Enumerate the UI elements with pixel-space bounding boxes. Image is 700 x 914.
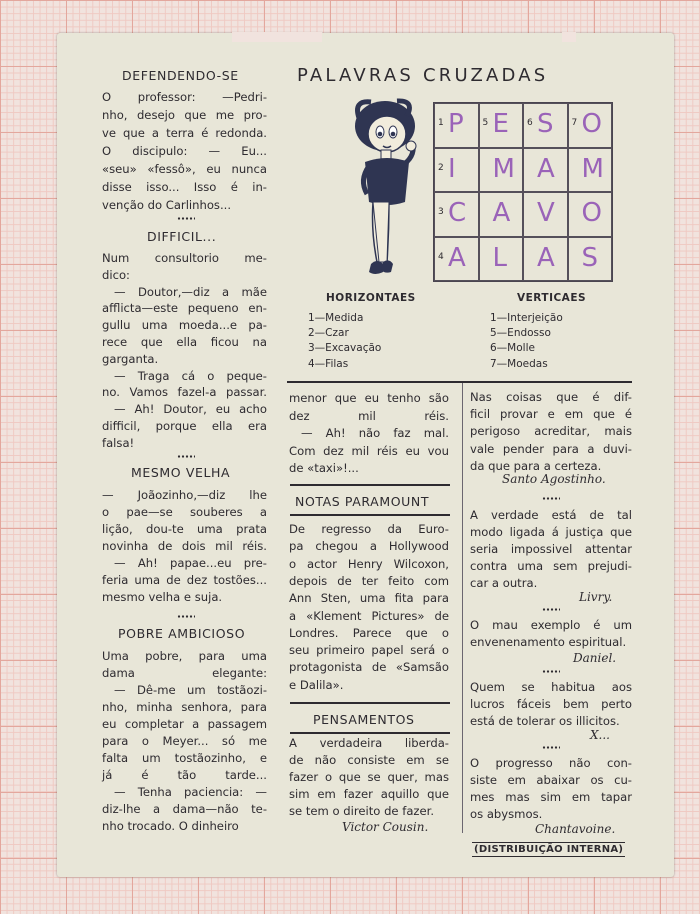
text-line: perigoso acreditar, mais — [470, 424, 632, 439]
text-line: — Ah! papae...eu pre- — [114, 556, 267, 570]
text-line: o actor Henry Wilcoxon, — [289, 556, 449, 571]
cell-answer: A — [537, 153, 555, 184]
cell-answer: S — [537, 109, 554, 139]
text-line: eu completar a passagem — [102, 717, 267, 731]
crossword-cell[interactable] — [479, 103, 524, 148]
text-line: pa chegou a Hollywood — [289, 539, 449, 554]
heading-mesmo-velha: MESMO VELHA — [131, 465, 231, 480]
text-line: difficil, porque ella era — [102, 419, 267, 433]
section-divider — [290, 702, 450, 704]
text-line: De regresso da Euro- — [289, 522, 449, 536]
crossword-cell[interactable] — [479, 148, 524, 193]
distribution-footer: (DISTRIBUIÇÃO INTERNA) — [474, 844, 624, 855]
text-line: envenenamento espiritual. — [470, 635, 627, 649]
cell-answer: M — [492, 153, 515, 184]
clue-vertical: 1—Interjeição — [490, 312, 563, 324]
heading-notas-paramount: NOTAS PARAMOUNT — [295, 494, 430, 509]
text-line: dez mil réis. — [289, 408, 449, 423]
text-line: mesmo velha e suja. — [102, 590, 223, 604]
text-line: A verdadeira liberda- — [289, 736, 449, 750]
text-line: O discipulo: — Eu... — [102, 144, 267, 158]
crossword-cell[interactable] — [434, 103, 479, 148]
dots-separator — [177, 455, 195, 458]
crossword-cell[interactable] — [523, 192, 568, 237]
crossword-cell[interactable] — [568, 192, 613, 237]
cell-answer: P — [448, 109, 464, 139]
text-line: Ann Sten, uma fita para — [289, 591, 449, 606]
clue-vertical: 6—Molle — [490, 342, 535, 354]
text-line: O mau exemplo é um — [470, 618, 632, 632]
crossword-cell[interactable] — [523, 103, 568, 148]
text-line: seria impossivel attentar — [470, 542, 632, 556]
text-line: contra uma sem prejudi- — [470, 559, 632, 573]
clue-vertical: 7—Moedas — [490, 358, 548, 370]
cartoon-girl-icon — [345, 96, 430, 291]
text-line: lucros fáceis bem perto — [470, 697, 632, 711]
clue-horizontal: 1—Medida — [308, 312, 364, 324]
text-line: protagonista de «Samsão — [289, 660, 449, 675]
clue-horizontal: 4—Filas — [308, 358, 349, 370]
dots-separator — [542, 497, 560, 500]
verticals-heading: VERTICAES — [517, 292, 587, 304]
clue-horizontal: 2—Czar — [308, 327, 349, 339]
signature: Santo Agostinho. — [502, 472, 606, 486]
dots-separator — [542, 746, 560, 749]
crossword-cell[interactable] — [434, 192, 479, 237]
signature: Victor Cousin. — [342, 820, 429, 834]
text-line: lição, dou-te uma prata — [102, 522, 267, 536]
cell-number: 5 — [482, 118, 489, 128]
cell-answer: O — [581, 109, 602, 139]
text-line: afflicta—este pequeno en- — [102, 301, 267, 316]
text-line: Quem se habitua aos — [470, 680, 632, 694]
cell-number: 3 — [438, 207, 444, 217]
signature: Chantavoine. — [535, 822, 616, 836]
text-line: Uma pobre, para uma — [102, 649, 267, 663]
text-line: e Dalila». — [289, 677, 344, 692]
crossword-cell[interactable] — [523, 148, 568, 193]
crossword-cell[interactable] — [479, 237, 524, 282]
text-line: siste em abaixar os cu- — [470, 773, 632, 787]
dots-separator — [177, 217, 195, 220]
crossword-cell[interactable] — [568, 237, 613, 282]
dots-separator — [542, 670, 560, 673]
crossword-cell[interactable] — [479, 192, 524, 237]
text-line: já é tão tarde... — [102, 768, 267, 782]
text-line: nho trocado. O dinheiro — [102, 819, 239, 833]
text-line: A verdade está de tal — [470, 508, 632, 522]
text-line: modo ligada á justiça que — [470, 525, 632, 539]
text-line: da que para a certeza. — [470, 458, 602, 473]
text-line: gullu uma moeda...e pa- — [102, 318, 267, 333]
text-line: dico: — [102, 267, 130, 282]
text-line: Nas coisas que é dif- — [470, 390, 632, 404]
column-divider — [462, 383, 463, 833]
text-line: feria uma de dez tostões... — [102, 573, 267, 587]
text-line: — Traga cá o peque- — [114, 368, 267, 383]
text-line: diz-lhe a dama—não te- — [102, 802, 267, 816]
card-tear — [562, 32, 576, 42]
dots-separator — [542, 608, 560, 611]
signature: Livry. — [579, 590, 613, 604]
text-line: Com dez mil réis eu vou — [289, 443, 449, 458]
text-line: os abysmos. — [470, 807, 543, 821]
signature: X... — [590, 728, 610, 742]
cell-answer: E — [492, 109, 509, 139]
text-line: está de tolerar os illicitos. — [470, 714, 620, 728]
text-line: — Dê-me um tostãozi- — [114, 683, 267, 697]
text-line: se tem o direito de fazer. — [289, 804, 435, 818]
text-line: garganta. — [102, 351, 159, 366]
crossword-cell[interactable] — [523, 237, 568, 282]
section-divider — [290, 484, 450, 486]
cell-answer: C — [448, 198, 467, 228]
heading-defendendo: DEFENDENDO-SE — [122, 68, 239, 83]
text-line: venção do Carlinhos... — [102, 198, 232, 212]
cell-number: 2 — [438, 162, 444, 173]
cell-number: 4 — [438, 251, 444, 262]
cell-answer: A — [492, 198, 511, 228]
text-line: nho, minha senhora, para — [102, 700, 267, 714]
cell-number: 7 — [571, 118, 578, 128]
text-line: falsa! — [102, 435, 135, 450]
cell-number: 6 — [527, 118, 533, 128]
text-line: rece que ella ficou na — [102, 335, 267, 349]
crossword-cell[interactable] — [568, 148, 613, 193]
cell-answer: O — [581, 198, 602, 228]
text-line: Num consultorio me- — [102, 251, 267, 265]
text-line: — Doutor,—diz a mãe — [114, 284, 267, 299]
text-line: de não consiste em se — [289, 753, 449, 767]
text-line: — Ah! não faz mal. — [301, 426, 449, 440]
horizontals-heading: HORIZONTAES — [326, 292, 416, 304]
text-line: depois de ter feito com — [289, 573, 449, 588]
crossword-cell[interactable] — [434, 237, 479, 282]
card-tear — [232, 32, 322, 42]
clue-horizontal: 3—Excavação — [308, 342, 382, 354]
text-line: de «taxi»!... — [289, 461, 359, 475]
signature: Daniel. — [573, 651, 617, 665]
text-line: disse isso... Isso é in- — [102, 180, 267, 194]
heading-pensamentos: PENSAMENTOS — [313, 712, 415, 727]
text-line: — Ah! Doutor, eu acho — [114, 402, 267, 417]
cell-answer: L — [492, 242, 507, 273]
text-line: novinha de dois mil réis. — [102, 539, 267, 553]
text-line: O progresso não con- — [470, 756, 632, 770]
page-title: PALAVRAS CRUZADAS — [297, 65, 549, 86]
text-line: — Joãozinho,—diz lhe — [102, 488, 267, 502]
text-line: o pae—se souberes a — [102, 505, 267, 519]
crossword-cell[interactable] — [434, 148, 479, 193]
text-line: — Tenha paciencia: — — [114, 785, 267, 799]
text-line: vale pender para a duvi- — [470, 441, 632, 456]
text-line: ficil provar e em que é — [470, 407, 632, 422]
text-line: ve que a terra é redonda. — [102, 126, 267, 140]
heading-pobre-ambicioso: POBRE AMBICIOSO — [118, 626, 246, 641]
crossword-cell[interactable] — [568, 103, 613, 148]
text-line: nho, desejo que me pro- — [102, 108, 267, 122]
text-line: menor que eu tenho são — [289, 391, 449, 405]
text-line: «seu» «fessô», eu nunca — [102, 162, 267, 176]
text-line: O professor: —Pedri- — [102, 90, 267, 104]
text-line: no. Vamos fazel-a passar. — [102, 385, 267, 400]
section-divider — [290, 514, 450, 516]
text-line: para o Meyer... só me — [102, 734, 267, 748]
cell-number: 1 — [438, 118, 444, 128]
text-line: a «Klement Pictures» de — [289, 608, 449, 623]
text-line: dama elegante: — [102, 666, 267, 680]
section-divider — [287, 381, 632, 383]
heading-difficil: DIFFICIL... — [147, 229, 217, 244]
text-line: sim em fazer aquillo que — [289, 787, 449, 801]
text-line: Londres. Parece que o — [289, 625, 449, 640]
cell-answer: A — [537, 242, 555, 273]
text-line: car a outra. — [470, 576, 538, 590]
clue-vertical: 5—Endosso — [490, 327, 551, 339]
cell-answer: V — [537, 198, 555, 228]
cell-answer: S — [581, 242, 599, 273]
cell-answer: I — [448, 153, 456, 184]
crossword-grid — [433, 102, 613, 282]
cell-answer: A — [448, 242, 466, 273]
section-divider — [290, 732, 450, 734]
text-line: mes mas sim em tapar — [470, 790, 632, 804]
cell-answer: M — [581, 153, 604, 184]
text-line: falta um tostãozinho, e — [102, 751, 267, 765]
dots-separator — [177, 615, 195, 618]
text-line: seu primeiro papel será o — [289, 643, 449, 658]
text-line: fazer o que se quer, mas — [289, 770, 449, 784]
